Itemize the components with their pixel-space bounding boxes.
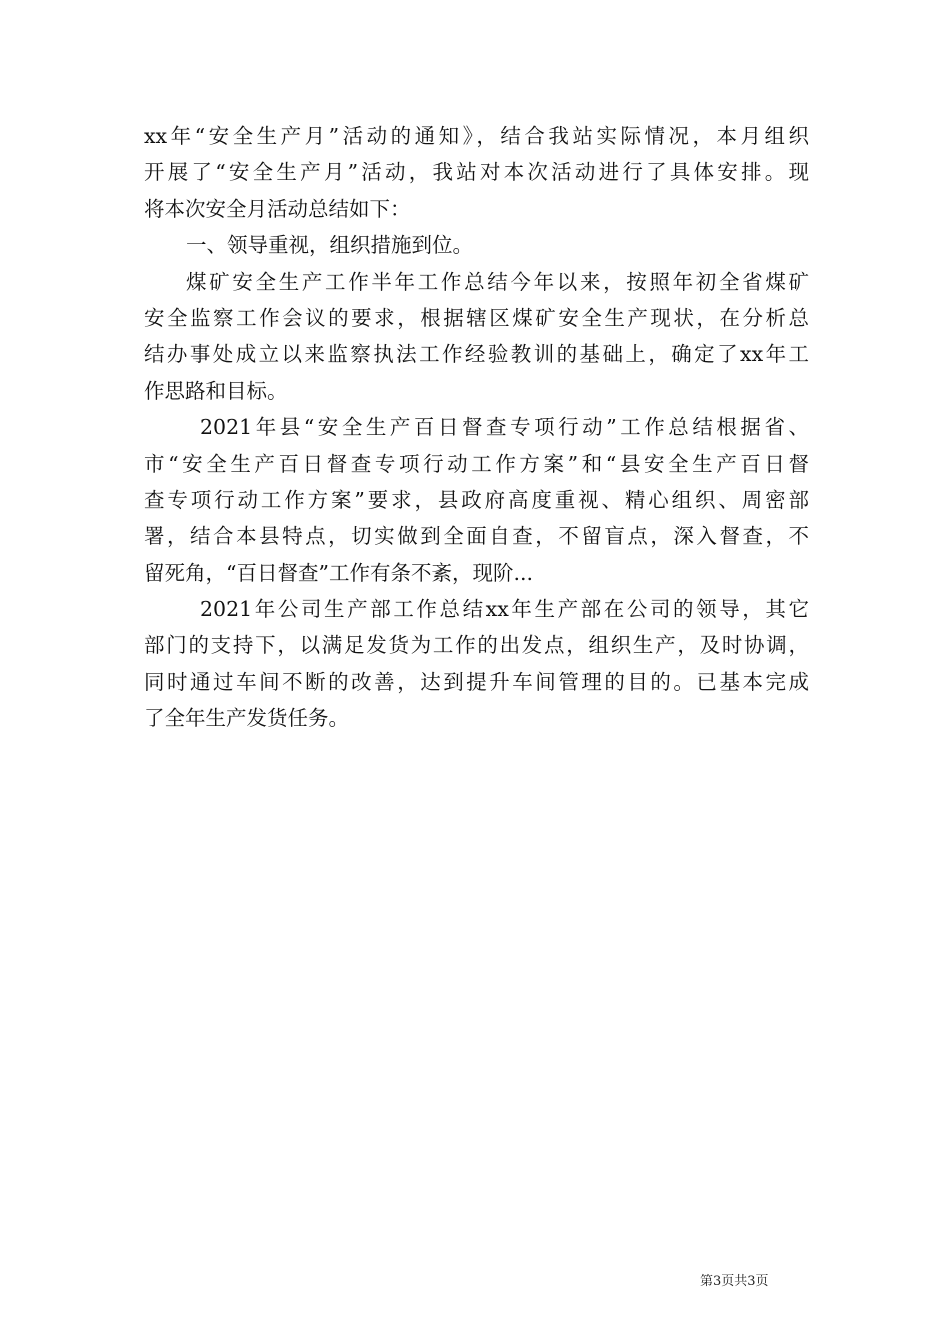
text-line: 开展了“安全生产月”活动，我站对本次活动进行了具体安排。现 — [144, 160, 809, 185]
text-line: 将本次安全月活动总结如下： — [144, 196, 411, 221]
text-line: 了全年生产发货任务。 — [144, 706, 349, 731]
text-line: 2021年公司生产部工作总结xx年生产部在公司的领导，其它 — [200, 597, 809, 622]
text-line: 2021年县“安全生产百日督查专项行动”工作总结根据省、 — [200, 415, 809, 440]
text-line: 结办事处成立以来监察执法工作经验教训的基础上，确定了xx年工 — [144, 342, 809, 367]
page-number: 第3页共3页 — [700, 1274, 769, 1289]
text-line: 作思路和目标。 — [144, 378, 288, 403]
section-heading: 一、领导重视，组织措施到位。 — [186, 233, 473, 258]
text-line: 煤矿安全生产工作半年工作总结今年以来，按照年初全省煤矿 — [186, 269, 809, 294]
text-line: 同时通过车间不断的改善，达到提升车间管理的目的。已基本完成 — [144, 669, 809, 694]
text-line: 留死角，“百日督查”工作有条不紊，现阶... — [144, 560, 534, 585]
document-body — [144, 118, 809, 737]
text-line: 署，结合本县特点，切实做到全面自查，不留盲点，深入督查，不 — [144, 524, 809, 549]
text-line: 安全监察工作会议的要求，根据辖区煤矿安全生产现状，在分析总 — [144, 305, 809, 330]
text-line: xx年“安全生产月”活动的通知》，结合我站实际情况，本月组织 — [144, 124, 809, 148]
text-line: 部门的支持下，以满足发货为工作的出发点，组织生产，及时协调， — [144, 633, 809, 658]
text-line: 市“安全生产百日督查专项行动工作方案”和“县安全生产百日督 — [144, 451, 809, 476]
text-line: 查专项行动工作方案”要求，县政府高度重视、精心组织、周密部 — [144, 487, 809, 512]
